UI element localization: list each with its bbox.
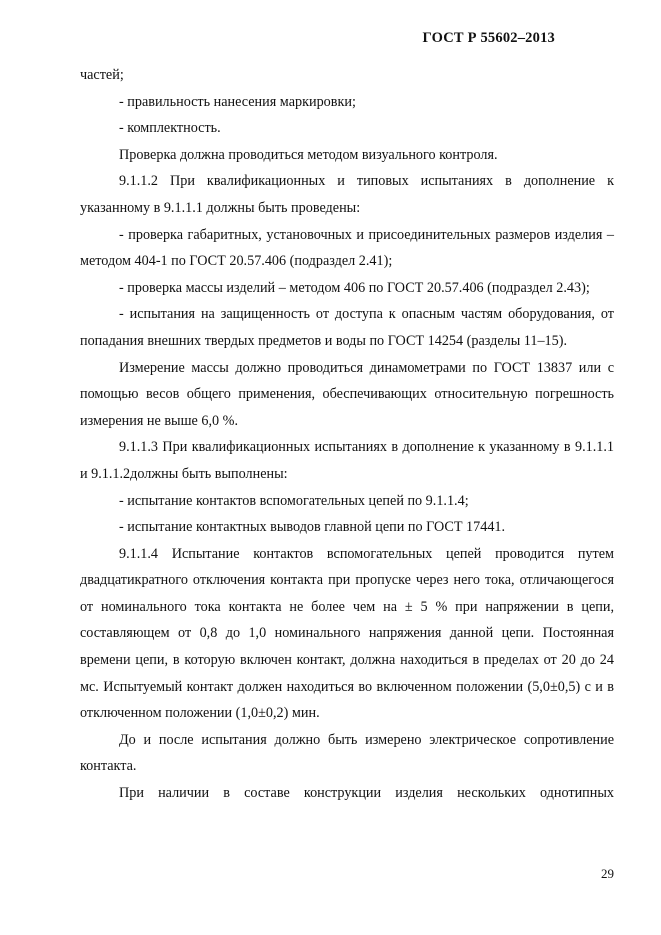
list-item: - испытание контактных выводов главной цепи по ГОСТ 17441. bbox=[119, 519, 506, 536]
list-item: - комплектность. bbox=[119, 120, 221, 137]
list-item: - правильность нанесения маркировки; bbox=[119, 93, 356, 110]
page-number: 29 bbox=[601, 866, 614, 881]
body-text bbox=[80, 62, 614, 807]
list-item: - проверка массы изделий – методом 406 по ГОСТ 20.57.406 (подраздел 2.43); bbox=[119, 279, 590, 296]
clause-9-1-1-2: 9.1.1.2 При квалификационных и типовых испытаниях в дополнение к указанному в 9.1.1.1 должны быть проведены: bbox=[80, 173, 614, 216]
paragraph: Проверка должна проводиться методом визуального контроля. bbox=[119, 146, 498, 163]
clause-9-1-1-3: 9.1.1.3 При квалификационных испытаниях в дополнение к указанному в 9.1.1.1 и 9.1.1.2должны быть выполнены: bbox=[80, 439, 614, 482]
standard-header: ГОСТ Р 55602–2013 bbox=[422, 30, 555, 46]
paragraph: частей; bbox=[80, 67, 124, 83]
clause-9-1-1-4: 9.1.1.4 Испытание контактов вспомогательных цепей проводится путем двадцатикратного отключения контакта при пропуске через него тока, отличающегося от номинального тока контакта не более чем на ± 5 % при напряжении в цепи, составляющем от 0,8 до 1,0 номинального напряжения данной цепи. Постоянная времени цепи, в которую включен контакт, должна находиться в пределах от 20 до 24 мс. Испытуемый контакт должен находиться во включенном положении (5,0±0,5) с и в отключенном положении (1,0±0,2) мин. bbox=[80, 545, 614, 722]
list-item: - испытания на защищенность от доступа к опасным частям оборудования, от попадания внешних твердых предметов и воды по ГОСТ 14254 (разделы 11–15). bbox=[80, 306, 614, 349]
paragraph: До и после испытания должно быть измерено электрическое сопротивление контакта. bbox=[80, 731, 614, 775]
paragraph: Измерение массы должно проводиться динамометрами по ГОСТ 13837 или с помощью весов общего применения, обеспечивающих относительную погрешность измерения не выше 6,0 %. bbox=[80, 359, 614, 429]
paragraph: При наличии в составе конструкции изделия нескольких однотипных bbox=[119, 785, 614, 802]
list-item: - испытание контактов вспомогательных цепей по 9.1.1.4; bbox=[119, 492, 469, 509]
list-item: - проверка габаритных, установочных и присоединительных размеров изделия – методом 404-1 по ГОСТ 20.57.406 (подраздел 2.41); bbox=[80, 226, 614, 270]
